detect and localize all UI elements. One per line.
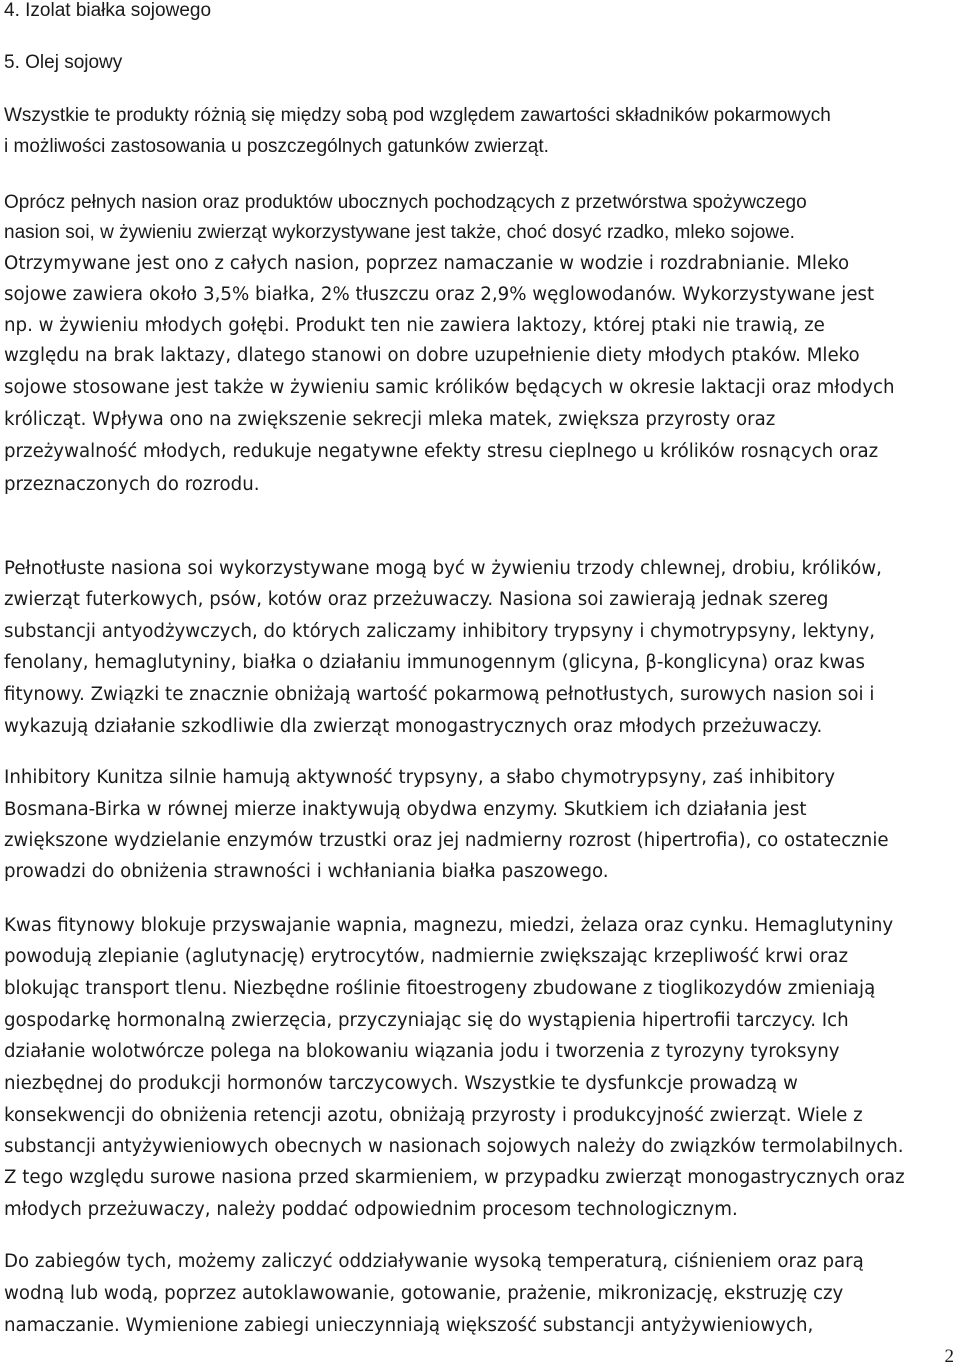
paragraph-3-line: wykazują działanie szkodliwie dla zwierząt monogastrycznych oraz młodych przeżuwaczy. [4, 716, 823, 737]
paragraph-5-line: blokując transport tlenu. Niezbędne roślinie fitoestrogeny zbudowane z tioglikozydów zmieniają [4, 978, 876, 999]
paragraph-6-line: namaczanie. Wymienione zabiegi unieczynniają większość substancji antyżywieniowych, [4, 1315, 814, 1336]
paragraph-3-line: Pełnotłuste nasiona soi wykorzystywane mogą być w żywieniu trzody chlewnej, drobiu, królików, [4, 558, 882, 579]
paragraph-4-line: prowadzi do obniżenia strawności i wchłaniania białka paszowego. [4, 861, 609, 882]
paragraph-2-line: przeznaczonych do rozrodu. [4, 474, 260, 495]
paragraph-3-line: zwierząt futerkowych, psów, kotów oraz przeżuwaczy. Nasiona soi zawierają jednak szereg [4, 589, 829, 610]
paragraph-4-line: zwiększone wydzielanie enzymów trzustki oraz jej nadmierny rozrost (hipertrofia), co ostatecznie [4, 830, 889, 851]
paragraph-2-line: względu na brak laktazy, dlatego stanowi on dobre uzupełnienie diety młodych ptaków. Mleko [4, 345, 860, 366]
paragraph-3-line: fenolany, hemaglutyniny, białka o działaniu immunogennym (glicyna, β-konglicyna) oraz kwas [4, 652, 866, 673]
paragraph-4-line: Bosmana-Birka w równej mierze inaktywują obydwa enzymy. Skutkiem ich działania jest [4, 799, 807, 820]
page-number: 2 [944, 1346, 954, 1367]
paragraph-1-line: i możliwości zastosowania u poszczególnych gatunków zwierząt. [4, 136, 549, 157]
paragraph-6-line: Do zabiegów tych, możemy zaliczyć oddziaływanie wysoką temperaturą, ciśnieniem oraz parą [4, 1251, 864, 1272]
paragraph-2-line: przeżywalność młodych, redukuje negatywne efekty stresu cieplnego u królików rosnących oraz [4, 441, 879, 462]
paragraph-2-line: sojowe zawiera około 3,5% białka, 2% tłuszczu oraz 2,9% węglowodanów. Wykorzystywane jest [4, 284, 875, 305]
paragraph-2-line: Oprócz pełnych nasion oraz produktów ubocznych pochodzących z przetwórstwa spożywczego [4, 192, 807, 213]
paragraph-4-line: Inhibitory Kunitza silnie hamują aktywność trypsyny, a słabo chymotrypsyny, zaś inhibitory [4, 767, 835, 788]
paragraph-2-line: np. w żywieniu młodych gołębi. Produkt ten nie zawiera laktozy, której ptaki nie trawią, ze [4, 315, 825, 336]
paragraph-5-line: młodych przeżuwaczy, należy poddać odpowiednim procesom technologicznym. [4, 1199, 738, 1220]
paragraph-3-line: fitynowy. Związki te znacznie obniżają wartość pokarmową pełnotłustych, surowych nasion soi i [4, 684, 875, 705]
paragraph-5-line: gospodarkę hormonalną zwierzęcia, przyczyniając się do wystąpienia hipertrofii tarczycy. Ich [4, 1010, 849, 1031]
paragraph-5-line: niezbędnej do produkcji hormonów tarczycowych. Wszystkie te dysfunkcje prowadzą w [4, 1073, 798, 1094]
paragraph-1-line: Wszystkie te produkty różnią się między sobą pod względem zawartości składników pokarmowych [4, 105, 831, 126]
paragraph-3-line: substancji antyodżywczych, do których zaliczamy inhibitory trypsyny i chymotrypsyny, lektyny, [4, 621, 876, 642]
paragraph-2-line: królicząt. Wpływa ono na zwiększenie sekrecji mleka matek, zwiększa przyrosty oraz [4, 409, 776, 430]
list-item: 4. Izolat białka sojowego [4, 0, 212, 21]
list-item: 5. Olej sojowy [4, 52, 123, 73]
paragraph-2-line: nasion soi, w żywieniu zwierząt wykorzystywane jest także, choć dosyć rzadko, mleko sojowe. [4, 222, 795, 243]
paragraph-5-line: Kwas fitynowy blokuje przyswajanie wapnia, magnezu, miedzi, żelaza oraz cynku. Hemaglutyniny [4, 915, 894, 936]
paragraph-5-line: Z tego względu surowe nasiona przed skarmieniem, w przypadku zwierząt monogastrycznych oraz [4, 1167, 905, 1188]
paragraph-5-line: działanie wolotwórcze polega na blokowaniu wiązania jodu i tworzenia z tyrozyny tyroksyny [4, 1041, 840, 1062]
paragraph-5-line: substancji antyżywieniowych obecnych w nasionach sojowych należy do związków termolabilnych. [4, 1136, 904, 1157]
paragraph-2-line: Otrzymywane jest ono z całych nasion, poprzez namaczanie w wodzie i rozdrabnianie. Mleko [4, 253, 850, 274]
paragraph-6-line: wodną lub wodą, poprzez autoklawowanie, gotowanie, prażenie, mikronizację, ekstruzję czy [4, 1283, 844, 1304]
paragraph-5-line: powodują zlepianie (aglutynację) erytrocytów, nadmiernie zwiększając krzepliwość krwi oraz [4, 946, 848, 967]
paragraph-2-line: sojowe stosowane jest także w żywieniu samic królików będących w okresie laktacji oraz młodych [4, 377, 895, 398]
paragraph-5-line: konsekwencji do obniżenia retencji azotu, obniżają przyrosty i produkcyjność zwierząt. Wiele z [4, 1105, 863, 1126]
